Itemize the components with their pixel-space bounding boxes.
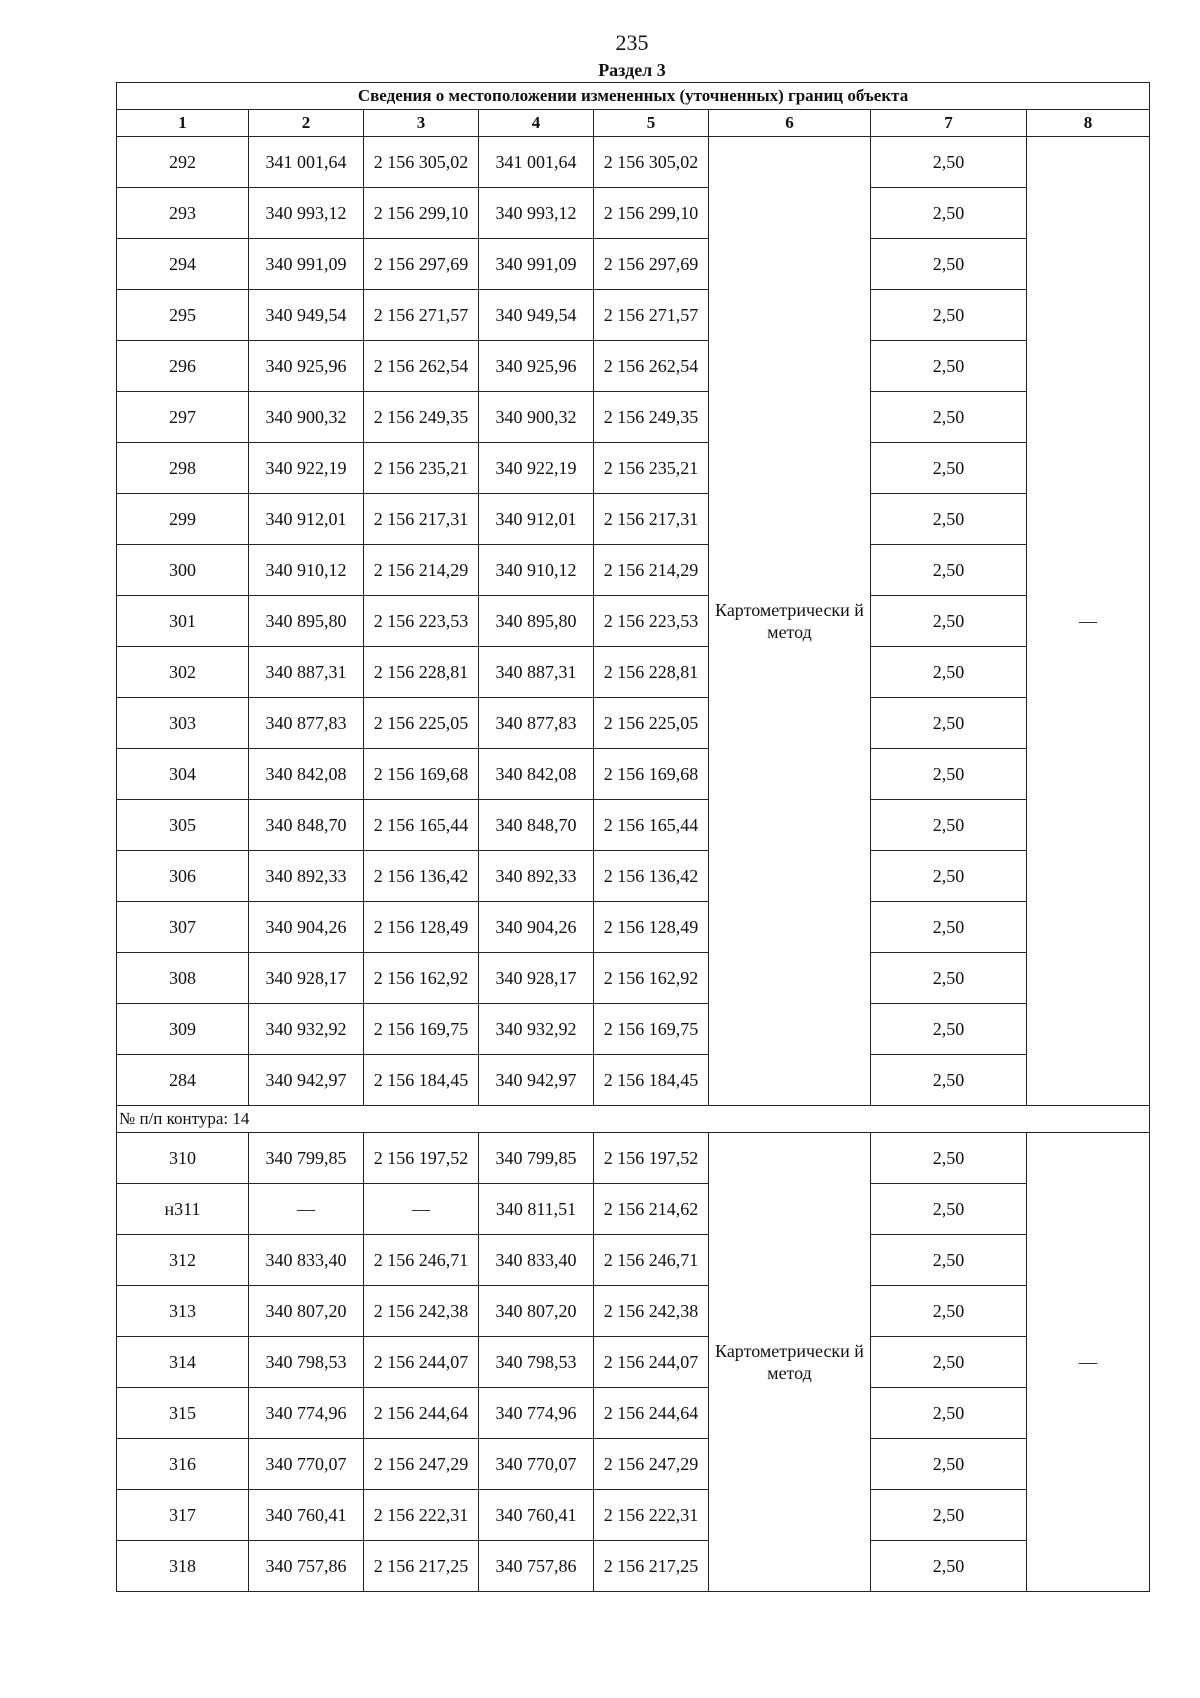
x-existing-cell: 340 887,31	[249, 647, 364, 698]
table-row	[117, 953, 1150, 1004]
y-existing-cell: 2 156 136,42	[364, 851, 479, 902]
x-existing-cell: 340 807,20	[249, 1286, 364, 1337]
x-new-cell: 340 932,92	[479, 1004, 594, 1055]
y-new-cell: 2 156 244,07	[594, 1337, 709, 1388]
point-number-cell: 298	[117, 443, 249, 494]
y-existing-cell: 2 156 225,05	[364, 698, 479, 749]
x-new-cell: 340 848,70	[479, 800, 594, 851]
table-row	[117, 1490, 1150, 1541]
table-row	[117, 902, 1150, 953]
y-existing-cell: 2 156 169,68	[364, 749, 479, 800]
x-new-cell: 340 774,96	[479, 1388, 594, 1439]
y-existing-cell: 2 156 128,49	[364, 902, 479, 953]
page-number: 235	[615, 30, 649, 55]
y-new-cell: 2 156 271,57	[594, 290, 709, 341]
accuracy-cell: 2,50	[871, 1490, 1027, 1541]
point-number-cell: 316	[117, 1439, 249, 1490]
y-new-cell: 2 156 297,69	[594, 239, 709, 290]
point-number-cell: 318	[117, 1541, 249, 1592]
point-number-cell: 295	[117, 290, 249, 341]
x-existing-cell: —	[249, 1184, 364, 1235]
accuracy-cell: 2,50	[871, 1055, 1027, 1106]
x-new-cell: 340 912,01	[479, 494, 594, 545]
point-number-cell: 300	[117, 545, 249, 596]
accuracy-cell: 2,50	[871, 1541, 1027, 1592]
x-new-cell: 340 798,53	[479, 1337, 594, 1388]
table-row	[117, 341, 1150, 392]
accuracy-cell: 2,50	[871, 290, 1027, 341]
table-row	[117, 596, 1150, 647]
x-existing-cell: 340 932,92	[249, 1004, 364, 1055]
y-new-cell: 2 156 197,52	[594, 1133, 709, 1184]
accuracy-cell: 2,50	[871, 239, 1027, 290]
point-number-cell: 301	[117, 596, 249, 647]
y-existing-cell: 2 156 223,53	[364, 596, 479, 647]
y-existing-cell: 2 156 214,29	[364, 545, 479, 596]
table-row	[117, 851, 1150, 902]
boundary-table	[116, 82, 1150, 1592]
x-existing-cell: 340 910,12	[249, 545, 364, 596]
table-row	[117, 137, 1150, 188]
x-existing-cell: 340 774,96	[249, 1388, 364, 1439]
point-number-cell: 310	[117, 1133, 249, 1184]
y-new-cell: 2 156 235,21	[594, 443, 709, 494]
y-existing-cell: 2 156 217,31	[364, 494, 479, 545]
y-new-cell: 2 156 247,29	[594, 1439, 709, 1490]
x-existing-cell: 340 991,09	[249, 239, 364, 290]
y-existing-cell: 2 156 271,57	[364, 290, 479, 341]
point-number-cell: н311	[117, 1184, 249, 1235]
x-existing-cell: 340 912,01	[249, 494, 364, 545]
table-row	[117, 290, 1150, 341]
point-number-cell: 292	[117, 137, 249, 188]
table-row	[117, 1286, 1150, 1337]
accuracy-cell: 2,50	[871, 1337, 1027, 1388]
method-cell: Картометрически й метод	[709, 137, 871, 1106]
y-existing-cell: 2 156 244,07	[364, 1337, 479, 1388]
column-header-7: 7	[871, 110, 1027, 137]
x-new-cell: 340 892,33	[479, 851, 594, 902]
accuracy-cell: 2,50	[871, 1235, 1027, 1286]
column-header-6: 6	[709, 110, 871, 137]
y-existing-cell: 2 156 184,45	[364, 1055, 479, 1106]
x-new-cell: 340 799,85	[479, 1133, 594, 1184]
y-existing-cell: 2 156 162,92	[364, 953, 479, 1004]
x-new-cell: 340 833,40	[479, 1235, 594, 1286]
x-new-cell: 340 895,80	[479, 596, 594, 647]
y-existing-cell: —	[364, 1184, 479, 1235]
column-8-cell: —	[1027, 1133, 1150, 1592]
accuracy-cell: 2,50	[871, 647, 1027, 698]
x-existing-cell: 340 848,70	[249, 800, 364, 851]
x-existing-cell: 340 993,12	[249, 188, 364, 239]
x-existing-cell: 340 770,07	[249, 1439, 364, 1490]
y-new-cell: 2 156 169,68	[594, 749, 709, 800]
contour-label-row	[117, 1106, 1150, 1133]
x-existing-cell: 340 925,96	[249, 341, 364, 392]
point-number-cell: 315	[117, 1388, 249, 1439]
x-new-cell: 340 770,07	[479, 1439, 594, 1490]
y-new-cell: 2 156 169,75	[594, 1004, 709, 1055]
y-existing-cell: 2 156 169,75	[364, 1004, 479, 1055]
y-new-cell: 2 156 262,54	[594, 341, 709, 392]
x-existing-cell: 340 928,17	[249, 953, 364, 1004]
table-row	[117, 800, 1150, 851]
table-caption: Сведения о местоположении измененных (уточненных) границ объекта	[117, 83, 1150, 110]
y-new-cell: 2 156 228,81	[594, 647, 709, 698]
table-row	[117, 749, 1150, 800]
y-new-cell: 2 156 217,31	[594, 494, 709, 545]
column-header-5: 5	[594, 110, 709, 137]
accuracy-cell: 2,50	[871, 800, 1027, 851]
point-number-cell: 306	[117, 851, 249, 902]
y-new-cell: 2 156 128,49	[594, 902, 709, 953]
y-existing-cell: 2 156 228,81	[364, 647, 479, 698]
accuracy-cell: 2,50	[871, 188, 1027, 239]
point-number-cell: 296	[117, 341, 249, 392]
column-header-2: 2	[249, 110, 364, 137]
x-existing-cell: 340 904,26	[249, 902, 364, 953]
point-number-cell: 313	[117, 1286, 249, 1337]
table-row	[117, 1388, 1150, 1439]
y-existing-cell: 2 156 246,71	[364, 1235, 479, 1286]
x-existing-cell: 340 892,33	[249, 851, 364, 902]
x-new-cell: 340 757,86	[479, 1541, 594, 1592]
accuracy-cell: 2,50	[871, 1286, 1027, 1337]
point-number-cell: 308	[117, 953, 249, 1004]
x-new-cell: 340 991,09	[479, 239, 594, 290]
y-existing-cell: 2 156 197,52	[364, 1133, 479, 1184]
table-row	[117, 545, 1150, 596]
y-existing-cell: 2 156 297,69	[364, 239, 479, 290]
table-row	[117, 1337, 1150, 1388]
y-existing-cell: 2 156 165,44	[364, 800, 479, 851]
contour-label: № п/п контура: 14	[117, 1106, 1150, 1133]
y-new-cell: 2 156 244,64	[594, 1388, 709, 1439]
table-row	[117, 443, 1150, 494]
table-row	[117, 1004, 1150, 1055]
x-existing-cell: 340 760,41	[249, 1490, 364, 1541]
x-existing-cell: 341 001,64	[249, 137, 364, 188]
y-existing-cell: 2 156 305,02	[364, 137, 479, 188]
y-existing-cell: 2 156 262,54	[364, 341, 479, 392]
y-new-cell: 2 156 242,38	[594, 1286, 709, 1337]
point-number-cell: 294	[117, 239, 249, 290]
y-new-cell: 2 156 162,92	[594, 953, 709, 1004]
y-new-cell: 2 156 217,25	[594, 1541, 709, 1592]
y-new-cell: 2 156 222,31	[594, 1490, 709, 1541]
accuracy-cell: 2,50	[871, 953, 1027, 1004]
accuracy-cell: 2,50	[871, 1439, 1027, 1490]
x-existing-cell: 340 900,32	[249, 392, 364, 443]
y-existing-cell: 2 156 247,29	[364, 1439, 479, 1490]
table-row	[117, 494, 1150, 545]
y-new-cell: 2 156 249,35	[594, 392, 709, 443]
table-row	[117, 1184, 1150, 1235]
column-header-row	[117, 110, 1150, 137]
accuracy-cell: 2,50	[871, 545, 1027, 596]
point-number-cell: 304	[117, 749, 249, 800]
accuracy-cell: 2,50	[871, 392, 1027, 443]
table-row	[117, 1235, 1150, 1286]
accuracy-cell: 2,50	[871, 1004, 1027, 1055]
x-new-cell: 340 807,20	[479, 1286, 594, 1337]
y-new-cell: 2 156 214,62	[594, 1184, 709, 1235]
column-header-1: 1	[117, 110, 249, 137]
x-new-cell: 340 910,12	[479, 545, 594, 596]
table-row	[117, 239, 1150, 290]
section-title: Раздел 3	[598, 60, 666, 80]
y-existing-cell: 2 156 217,25	[364, 1541, 479, 1592]
y-new-cell: 2 156 214,29	[594, 545, 709, 596]
y-existing-cell: 2 156 222,31	[364, 1490, 479, 1541]
y-new-cell: 2 156 165,44	[594, 800, 709, 851]
x-new-cell: 340 877,83	[479, 698, 594, 749]
x-new-cell: 340 842,08	[479, 749, 594, 800]
x-new-cell: 340 993,12	[479, 188, 594, 239]
accuracy-cell: 2,50	[871, 1133, 1027, 1184]
y-new-cell: 2 156 246,71	[594, 1235, 709, 1286]
point-number-cell: 307	[117, 902, 249, 953]
x-new-cell: 340 922,19	[479, 443, 594, 494]
table-row	[117, 1133, 1150, 1184]
point-number-cell: 299	[117, 494, 249, 545]
x-existing-cell: 340 757,86	[249, 1541, 364, 1592]
x-new-cell: 340 900,32	[479, 392, 594, 443]
x-new-cell: 340 887,31	[479, 647, 594, 698]
point-number-cell: 314	[117, 1337, 249, 1388]
accuracy-cell: 2,50	[871, 1388, 1027, 1439]
y-existing-cell: 2 156 244,64	[364, 1388, 479, 1439]
table-row	[117, 1541, 1150, 1592]
accuracy-cell: 2,50	[871, 341, 1027, 392]
point-number-cell: 297	[117, 392, 249, 443]
x-existing-cell: 340 922,19	[249, 443, 364, 494]
accuracy-cell: 2,50	[871, 1184, 1027, 1235]
x-existing-cell: 340 798,53	[249, 1337, 364, 1388]
point-number-cell: 284	[117, 1055, 249, 1106]
point-number-cell: 309	[117, 1004, 249, 1055]
column-header-8: 8	[1027, 110, 1150, 137]
table-row	[117, 392, 1150, 443]
y-new-cell: 2 156 223,53	[594, 596, 709, 647]
table-row	[117, 647, 1150, 698]
accuracy-cell: 2,50	[871, 851, 1027, 902]
x-new-cell: 340 928,17	[479, 953, 594, 1004]
x-new-cell: 340 811,51	[479, 1184, 594, 1235]
y-new-cell: 2 156 184,45	[594, 1055, 709, 1106]
point-number-cell: 312	[117, 1235, 249, 1286]
table-row	[117, 1439, 1150, 1490]
x-new-cell: 340 760,41	[479, 1490, 594, 1541]
table-body	[117, 137, 1150, 1592]
x-new-cell: 340 942,97	[479, 1055, 594, 1106]
y-new-cell: 2 156 136,42	[594, 851, 709, 902]
accuracy-cell: 2,50	[871, 698, 1027, 749]
accuracy-cell: 2,50	[871, 749, 1027, 800]
point-number-cell: 305	[117, 800, 249, 851]
x-existing-cell: 340 949,54	[249, 290, 364, 341]
accuracy-cell: 2,50	[871, 494, 1027, 545]
point-number-cell: 302	[117, 647, 249, 698]
x-existing-cell: 340 942,97	[249, 1055, 364, 1106]
method-cell: Картометрически й метод	[709, 1133, 871, 1592]
table-row	[117, 188, 1150, 239]
y-existing-cell: 2 156 249,35	[364, 392, 479, 443]
point-number-cell: 317	[117, 1490, 249, 1541]
x-new-cell: 340 925,96	[479, 341, 594, 392]
column-header-3: 3	[364, 110, 479, 137]
accuracy-cell: 2,50	[871, 902, 1027, 953]
accuracy-cell: 2,50	[871, 137, 1027, 188]
point-number-cell: 303	[117, 698, 249, 749]
column-header-4: 4	[479, 110, 594, 137]
table-row	[117, 698, 1150, 749]
column-8-cell: —	[1027, 137, 1150, 1106]
x-existing-cell: 340 895,80	[249, 596, 364, 647]
x-new-cell: 340 949,54	[479, 290, 594, 341]
x-existing-cell: 340 842,08	[249, 749, 364, 800]
point-number-cell: 293	[117, 188, 249, 239]
x-new-cell: 341 001,64	[479, 137, 594, 188]
y-existing-cell: 2 156 242,38	[364, 1286, 479, 1337]
x-existing-cell: 340 799,85	[249, 1133, 364, 1184]
y-new-cell: 2 156 225,05	[594, 698, 709, 749]
x-existing-cell: 340 833,40	[249, 1235, 364, 1286]
accuracy-cell: 2,50	[871, 596, 1027, 647]
accuracy-cell: 2,50	[871, 443, 1027, 494]
y-new-cell: 2 156 299,10	[594, 188, 709, 239]
y-new-cell: 2 156 305,02	[594, 137, 709, 188]
x-new-cell: 340 904,26	[479, 902, 594, 953]
x-existing-cell: 340 877,83	[249, 698, 364, 749]
y-existing-cell: 2 156 299,10	[364, 188, 479, 239]
table-row	[117, 1055, 1150, 1106]
y-existing-cell: 2 156 235,21	[364, 443, 479, 494]
